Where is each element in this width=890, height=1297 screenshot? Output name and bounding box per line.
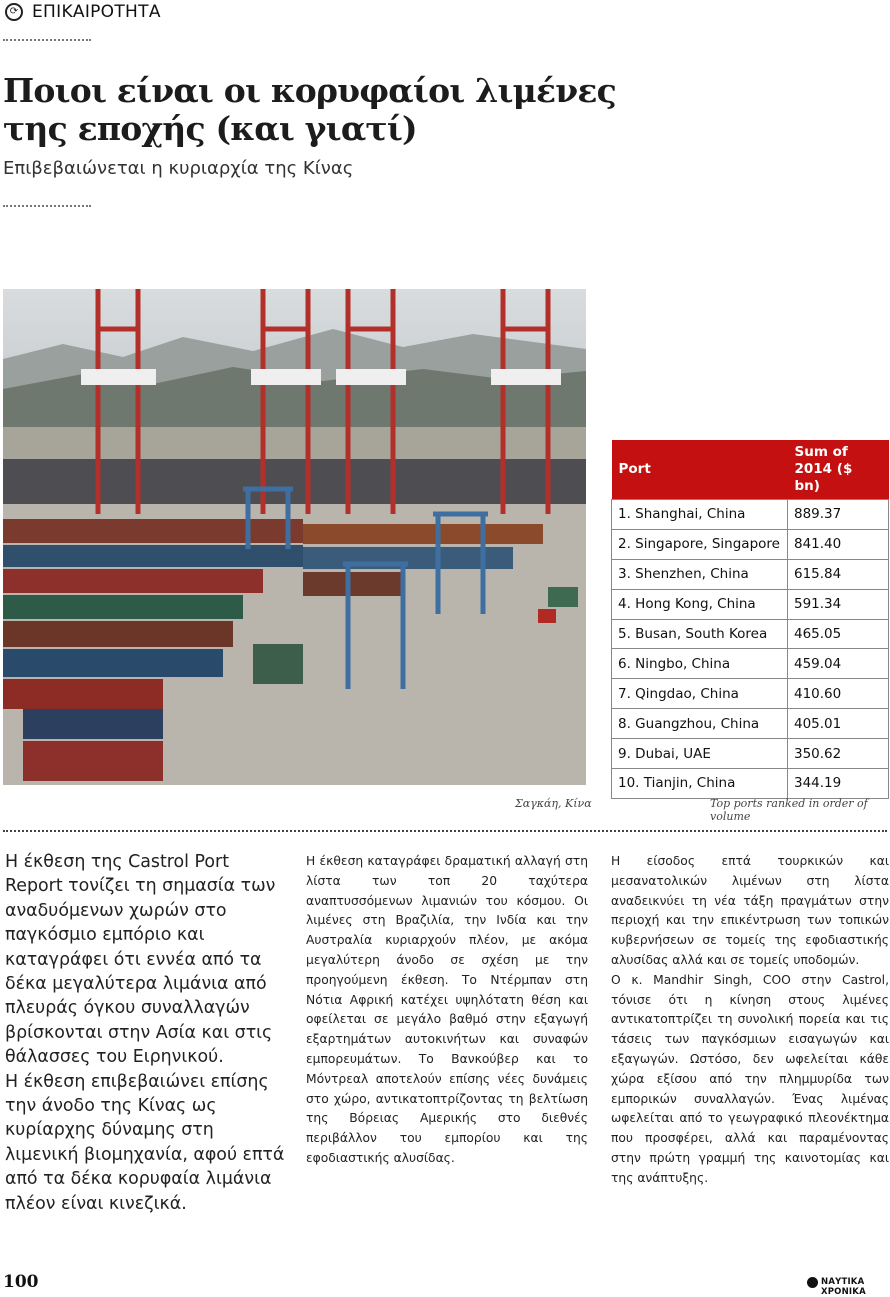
photo-caption: Σαγκάη, Κίνα <box>515 797 592 810</box>
body-paragraph: Ο κ. Mandhir Singh, COO στην Castrol, τόνισε ότι η κίνηση στους λιμένες αντικατοπτρίζει τη συνολική πορεία και τις τάσεις των παγκόσμιων εισαγωγών και εξαγωγών. Ωστόσο, δεν ωφελείται κάθε χώρα εξίσου από την πλημμυρίδα των εμπορικών συναλλαγών. Ένας λιμένας ωφελείται από το γεωγραφικό πλεονέκτημα που προσφέρει, αλλά και παραμένοντας στην πρώτη γραμμή της καινοτομίας και της ανάπτυξης. <box>611 972 889 1185</box>
table-row <box>612 709 889 739</box>
body-paragraph: Η είσοδος επτά τουρκικών και μεσανατολικών λιμένων στη λίστα αναδεικνύει τη νέα τάξη πραγμάτων στην περιοχή και την επικέντρωση των τοπικών κυβερνήσεων σε τομείς της εφοδιαστικής αλυσίδας αλλά και σε τομείς υποδομών. <box>611 854 889 967</box>
article-subtitle: Επιβεβαιώνεται η κυριαρχία της Κίνας <box>3 158 354 179</box>
table-row <box>612 739 889 769</box>
table-row <box>612 679 889 709</box>
header-sum: Sum of 2014 ($ bn) <box>788 440 889 500</box>
port-photo-illustration <box>3 289 586 785</box>
table-row <box>612 649 889 679</box>
magazine-name: ΝΑΥΤΙΚΑ ΧΡΟΝΙΚΑ <box>821 1277 866 1297</box>
port-photo <box>3 289 586 785</box>
divider-top <box>3 39 91 41</box>
value-cell: 841.40 <box>788 529 889 559</box>
section-icon: ⟳ <box>5 3 23 21</box>
article-title <box>3 72 623 148</box>
lead-paragraph: Η έκθεση της Castrol Port Report τονίζει τη σημασία των αναδυόμενων χωρών στο παγκόσμιο εμπόριο και καταγράφει ότι εννέα από τα δέκα μεγαλύτερα λιμάνια από πλευράς όγκου συναλλαγών βρίσκονται στην Ασία και στις θάλασσες του Ειρηνικού. <box>5 852 276 1068</box>
body-paragraph: Η έκθεση καταγράφει δραματική αλλαγή στη λίστα των τοπ 20 ταχύτερα αναπτυσσόμενων λιμανιών του κόσμου. Οι λιμένες στη Βραζιλία, την Ινδία και την Αυστραλία κυριαρχούν πλέον, με ακόμα μεγαλύτερη άνοδο σε σχέση με την προηγούμενη έκθεση. Το Ντέρμπαν στη Νότια Αφρική κατέχει υψηλότατη θέση και οφείλεται σε μεγάλο βαθμό στην εξαγωγή εξαρτημάτων αυτοκινήτων και συναφών εμπορευμάτων. Το Βανκούβερ και το Μόντρεαλ αποτελούν επίσης νέες δυνάμεις στο χώρο, αντικατοπτρίζοντας τη βελτίωση της Βόρειας Αμερικής στο διεθνές περιβάλλον του εμπορίου και της εφοδιαστικής αλυσίδας. <box>306 854 588 1165</box>
divider-columns <box>3 830 887 832</box>
magazine-logo-icon <box>807 1277 818 1288</box>
value-cell: 459.04 <box>788 649 889 679</box>
header-port: Port <box>612 440 788 500</box>
lead-column <box>5 850 290 1216</box>
port-cell: 4. Hong Kong, China <box>612 589 788 619</box>
port-cell: 1. Shanghai, China <box>612 500 788 530</box>
port-cell: 10. Tianjin, China <box>612 769 788 799</box>
table-row <box>612 619 889 649</box>
table-row <box>612 500 889 530</box>
top-ports-table <box>611 440 889 799</box>
port-cell: 3. Shenzhen, China <box>612 559 788 589</box>
value-cell: 410.60 <box>788 679 889 709</box>
value-cell: 405.01 <box>788 709 889 739</box>
value-cell: 344.19 <box>788 769 889 799</box>
table-header-row <box>612 440 889 500</box>
title-line-2: της εποχής (και γιατί) <box>3 109 417 148</box>
title-line-1: Ποιοι είναι οι κορυφαίοι λιμένες <box>3 71 616 110</box>
divider-subtitle <box>3 205 91 207</box>
table-row <box>612 589 889 619</box>
port-cell: 2. Singapore, Singapore <box>612 529 788 559</box>
section-label: ΕΠΙΚΑΙΡΟΤΗΤΑ <box>32 2 161 22</box>
value-cell: 350.62 <box>788 739 889 769</box>
value-cell: 615.84 <box>788 559 889 589</box>
table-row <box>612 559 889 589</box>
port-cell: 5. Busan, South Korea <box>612 619 788 649</box>
port-cell: 8. Guangzhou, China <box>612 709 788 739</box>
page-number: 100 <box>3 1272 39 1292</box>
table-note: Top ports ranked in order of volume <box>710 797 868 823</box>
value-cell: 591.34 <box>788 589 889 619</box>
lead-paragraph: Η έκθεση επιβεβαιώνει επίσης την άνοδο της Κίνας ως κυρίαρχης δύναμης στη λιμενική βιομηχανία, αφού επτά από τα δέκα κορυφαία λιμάνια πλέον είναι κινεζικά. <box>5 1071 285 1214</box>
port-cell: 7. Qingdao, China <box>612 679 788 709</box>
value-cell: 889.37 <box>788 500 889 530</box>
body-column-3 <box>611 852 889 1189</box>
value-cell: 465.05 <box>788 619 889 649</box>
port-cell: 6. Ningbo, China <box>612 649 788 679</box>
table-row <box>612 769 889 799</box>
port-cell: 9. Dubai, UAE <box>612 739 788 769</box>
body-column-2 <box>306 852 588 1169</box>
table-row <box>612 529 889 559</box>
